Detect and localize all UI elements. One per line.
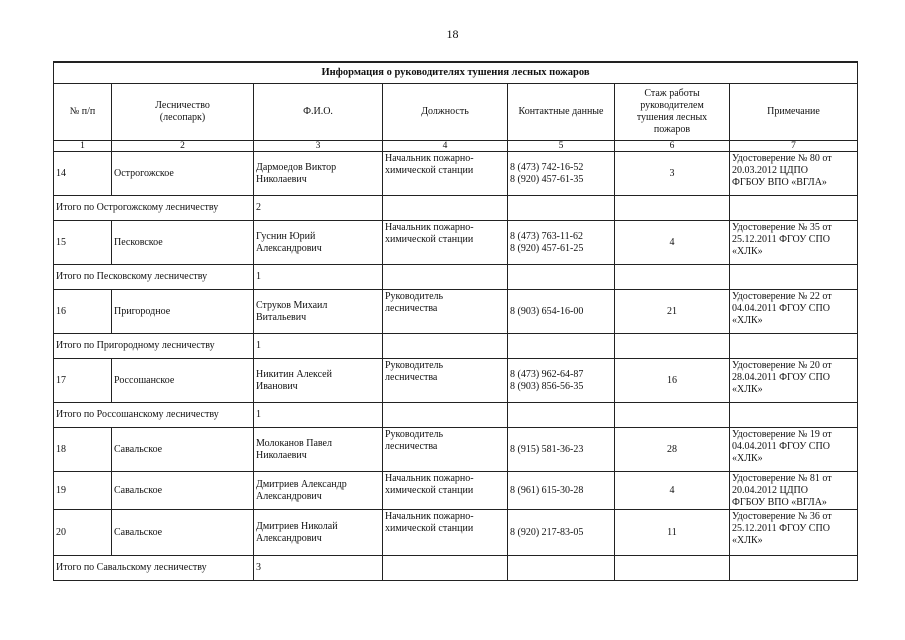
subtotal-row bbox=[54, 556, 858, 581]
empty-cell bbox=[615, 196, 730, 221]
position-cell: Руководитель лесничества bbox=[383, 290, 508, 334]
position-cell: Руководитель лесничества bbox=[383, 428, 508, 472]
empty-cell bbox=[383, 196, 508, 221]
subtotal-label: Итого по Песковскому лесничеству bbox=[54, 265, 254, 290]
forestry-cell: Савальское bbox=[112, 472, 254, 510]
column-number: 6 bbox=[615, 141, 730, 152]
contacts-cell: 8 (920) 217-83-05 bbox=[508, 510, 615, 556]
table-row bbox=[54, 428, 858, 472]
contacts-cell: 8 (473) 962-64-87 8 (903) 856-56-35 bbox=[508, 359, 615, 403]
forestry-cell: Савальское bbox=[112, 428, 254, 472]
subtotal-value: 3 bbox=[254, 556, 383, 581]
row-number-cell: 15 bbox=[54, 221, 112, 265]
empty-cell bbox=[615, 556, 730, 581]
name-cell: Никитин Алексей Иванович bbox=[254, 359, 383, 403]
header-row bbox=[54, 84, 858, 141]
column-number-row bbox=[54, 141, 858, 152]
name-cell: Дмитриев Николай Александрович bbox=[254, 510, 383, 556]
column-header: Примечание bbox=[730, 84, 858, 141]
row-number-cell: 14 bbox=[54, 152, 112, 196]
forest-fire-leaders-table bbox=[53, 61, 858, 581]
contacts-cell: 8 (961) 615-30-28 bbox=[508, 472, 615, 510]
position-cell: Начальник пожарно- химической станции bbox=[383, 221, 508, 265]
empty-cell bbox=[730, 265, 858, 290]
page-number: 18 bbox=[446, 27, 459, 41]
empty-cell bbox=[383, 556, 508, 581]
empty-cell bbox=[730, 334, 858, 359]
column-header: Стаж работы руководителем тушения лесных пожаров bbox=[615, 84, 730, 141]
empty-cell bbox=[508, 334, 615, 359]
position-cell: Руководитель лесничества bbox=[383, 359, 508, 403]
row-number-cell: 17 bbox=[54, 359, 112, 403]
empty-cell bbox=[508, 196, 615, 221]
empty-cell bbox=[508, 403, 615, 428]
column-header: Должность bbox=[383, 84, 508, 141]
table-row bbox=[54, 472, 858, 510]
note-cell: Удостоверение № 19 от 04.04.2011 ФГОУ СПО «ХЛК» bbox=[730, 428, 858, 472]
empty-cell bbox=[383, 334, 508, 359]
note-cell: Удостоверение № 36 от 25.12.2011 ФГОУ СПО «ХЛК» bbox=[730, 510, 858, 556]
note-cell: Удостоверение № 20 от 28.04.2011 ФГОУ СПО «ХЛК» bbox=[730, 359, 858, 403]
column-number: 5 bbox=[508, 141, 615, 152]
table-row bbox=[54, 290, 858, 334]
row-number-cell: 16 bbox=[54, 290, 112, 334]
position-cell: Начальник пожарно- химической станции bbox=[383, 152, 508, 196]
empty-cell bbox=[615, 265, 730, 290]
subtotal-value: 1 bbox=[254, 403, 383, 428]
note-cell: Удостоверение № 81 от 20.04.2012 ЦДПО ФГБОУ ВПО «ВГЛА» bbox=[730, 472, 858, 510]
name-cell: Дмитриев Александр Александрович bbox=[254, 472, 383, 510]
empty-cell bbox=[383, 403, 508, 428]
contacts-cell: 8 (473) 742-16-52 8 (920) 457-61-35 bbox=[508, 152, 615, 196]
forestry-cell: Острогожское bbox=[112, 152, 254, 196]
column-number: 4 bbox=[383, 141, 508, 152]
column-header: Лесничество (лесопарк) bbox=[112, 84, 254, 141]
empty-cell bbox=[615, 403, 730, 428]
subtotal-label: Итого по Острогожскому лесничеству bbox=[54, 196, 254, 221]
position-cell: Начальник пожарно- химической станции bbox=[383, 472, 508, 510]
subtotal-value: 1 bbox=[254, 334, 383, 359]
column-number: 7 bbox=[730, 141, 858, 152]
name-cell: Дармоедов Виктор Николаевич bbox=[254, 152, 383, 196]
column-header: № п/п bbox=[54, 84, 112, 141]
column-number: 3 bbox=[254, 141, 383, 152]
subtotal-row bbox=[54, 403, 858, 428]
experience-cell: 21 bbox=[615, 290, 730, 334]
table-row bbox=[54, 221, 858, 265]
experience-cell: 28 bbox=[615, 428, 730, 472]
empty-cell bbox=[383, 265, 508, 290]
experience-cell: 4 bbox=[615, 472, 730, 510]
note-cell: Удостоверение № 80 от 20.03.2012 ЦДПО ФГБОУ ВПО «ВГЛА» bbox=[730, 152, 858, 196]
contacts-cell: 8 (903) 654-16-00 bbox=[508, 290, 615, 334]
subtotal-label: Итого по Пригородному лесничеству bbox=[54, 334, 254, 359]
row-number-cell: 18 bbox=[54, 428, 112, 472]
subtotal-row bbox=[54, 196, 858, 221]
name-cell: Молоканов Павел Николаевич bbox=[254, 428, 383, 472]
contacts-cell: 8 (915) 581-36-23 bbox=[508, 428, 615, 472]
empty-cell bbox=[730, 403, 858, 428]
empty-cell bbox=[508, 556, 615, 581]
table-row bbox=[54, 152, 858, 196]
experience-cell: 3 bbox=[615, 152, 730, 196]
empty-cell bbox=[615, 334, 730, 359]
empty-cell bbox=[730, 556, 858, 581]
note-cell: Удостоверение № 35 от 25.12.2011 ФГОУ СПО «ХЛК» bbox=[730, 221, 858, 265]
name-cell: Гуснин Юрий Александрович bbox=[254, 221, 383, 265]
empty-cell bbox=[508, 265, 615, 290]
subtotal-row bbox=[54, 265, 858, 290]
table-body bbox=[54, 152, 858, 581]
position-cell: Начальник пожарно- химической станции bbox=[383, 510, 508, 556]
forestry-cell: Песковское bbox=[112, 221, 254, 265]
column-number: 2 bbox=[112, 141, 254, 152]
experience-cell: 16 bbox=[615, 359, 730, 403]
column-header: Ф.И.О. bbox=[254, 84, 383, 141]
subtotal-label: Итого по Савальскому лесничеству bbox=[54, 556, 254, 581]
empty-cell bbox=[730, 196, 858, 221]
row-number-cell: 19 bbox=[54, 472, 112, 510]
subtotal-label: Итого по Россошанскому лесничеству bbox=[54, 403, 254, 428]
table-title: Информация о руководителях тушения лесных пожаров bbox=[54, 62, 858, 84]
subtotal-value: 2 bbox=[254, 196, 383, 221]
subtotal-value: 1 bbox=[254, 265, 383, 290]
experience-cell: 4 bbox=[615, 221, 730, 265]
row-number-cell: 20 bbox=[54, 510, 112, 556]
forestry-cell: Пригородное bbox=[112, 290, 254, 334]
experience-cell: 11 bbox=[615, 510, 730, 556]
column-number: 1 bbox=[54, 141, 112, 152]
contacts-cell: 8 (473) 763-11-62 8 (920) 457-61-25 bbox=[508, 221, 615, 265]
forestry-cell: Россошанское bbox=[112, 359, 254, 403]
subtotal-row bbox=[54, 334, 858, 359]
table-row bbox=[54, 510, 858, 556]
column-header: Контактные данные bbox=[508, 84, 615, 141]
note-cell: Удостоверение № 22 от 04.04.2011 ФГОУ СПО «ХЛК» bbox=[730, 290, 858, 334]
forestry-cell: Савальское bbox=[112, 510, 254, 556]
table-row bbox=[54, 359, 858, 403]
name-cell: Струков Михаил Витальевич bbox=[254, 290, 383, 334]
